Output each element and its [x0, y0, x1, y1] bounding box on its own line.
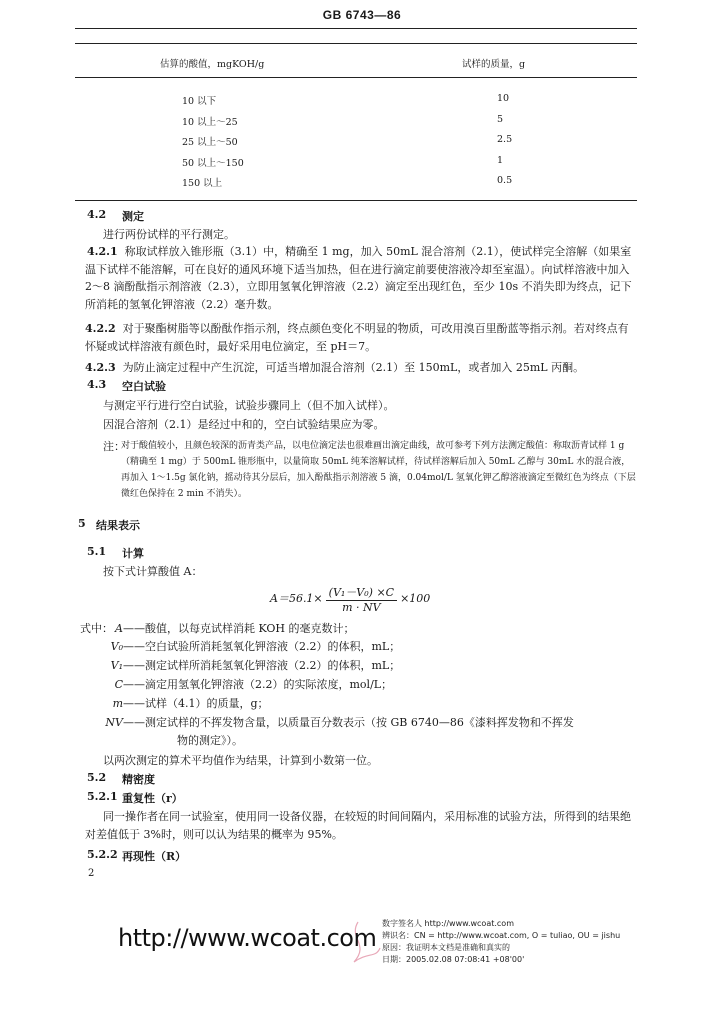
section-title: 精密度: [122, 773, 155, 786]
definition-symbol: V₀: [110, 640, 123, 653]
section-number: 5: [78, 517, 86, 530]
table-row-mass: 1: [497, 155, 504, 166]
signature-line: 原因：我证明本文档是准确和真实的: [382, 943, 510, 952]
paragraph: 以两次测定的算术平均值作为结果，计算到小数第一位。: [103, 754, 378, 767]
paragraph-4-2-1: [85, 243, 637, 313]
table-row-mass: 0.5: [497, 175, 513, 186]
table-row-range: 25 以上～50: [182, 137, 238, 148]
table-bottom-rule: [75, 200, 637, 201]
table-header-sample-mass: 试样的质量，g: [462, 59, 526, 70]
section-title: 测定: [122, 210, 144, 223]
section-number: 5.2.2: [87, 848, 118, 861]
definition-row: [83, 657, 400, 673]
clause-text: 为防止滴定过程中产生沉淀，可适当增加混合溶剂（2.1）至 150mL，或者加入 25mL 丙酮。: [122, 361, 585, 374]
standard-header: GB 6743—86: [322, 8, 402, 22]
paragraph-4-2-3: [85, 359, 637, 377]
table-header-rule: [75, 77, 637, 78]
definition-text: ——滴定用氢氧化钾溶液（2.2）的实际浓度，mol/L；: [123, 678, 393, 691]
where-label: 式中：: [80, 622, 113, 635]
formula-rhs: ×100: [400, 592, 431, 605]
page-number: 2: [88, 868, 95, 879]
table-row-range: 10 以下: [182, 96, 217, 107]
table-row-mass: 5: [497, 114, 504, 125]
definition-text: ——测定试样的不挥发物含量，以质量百分数表示（按 GB 6740—86《漆料挥发物和不挥发: [123, 716, 574, 729]
definition-symbol: NV: [105, 716, 123, 729]
definition-symbol: V₁: [110, 659, 123, 672]
formula-denominator: m · NV: [342, 601, 381, 614]
paragraph-4-2-2: [85, 320, 637, 355]
definition-text: ——测定试样所消耗氢氧化钾溶液（2.2）的体积，mL；: [123, 659, 401, 672]
formula-fraction: [326, 584, 397, 614]
section-title: 计算: [122, 547, 144, 560]
clause-text: 对于聚酯树脂等以酚酞作指示剂，终点颜色变化不明显的物质，可改用溴百里酚蓝等指示剂。若对终点有怀疑或试样溶液有颜色时，最好采用电位滴定，至 pH＝7。: [85, 322, 629, 353]
definition-symbol: A: [115, 622, 123, 635]
definition-text: ——空白试验所消耗氢氧化钾溶液（2.2）的体积，mL；: [123, 640, 401, 653]
section-title: 再现性（R）: [122, 850, 187, 863]
section-number: 5.2.1: [87, 790, 118, 803]
footer-url[interactable]: http://www.wcoat.com: [118, 924, 377, 952]
paragraph: 与测定平行进行空白试验，试验步骤同上（但不加入试样）。: [103, 399, 395, 412]
definition-symbol: m: [112, 697, 123, 710]
section-number: 5.1: [87, 545, 107, 558]
section-title: 结果表示: [96, 519, 140, 532]
definition-row: [83, 638, 400, 654]
table-row-mass: 10: [497, 93, 510, 104]
definition-symbol: C: [114, 678, 123, 691]
section-number: 4.3: [87, 378, 107, 391]
definition-row: [83, 714, 574, 730]
signature-line: 日期：2005.02.08 07:08:41 +08'00': [382, 955, 525, 964]
clause-number: 4.2.3: [85, 361, 116, 374]
header-rule: [75, 28, 637, 29]
signature-line: 辨识名：CN = http://www.wcoat.com, O = tuliao, OU = jishu: [382, 931, 621, 940]
paragraph: 进行两份试样的平行测定。: [103, 228, 235, 241]
paragraph: 按下式计算酸值 A：: [103, 565, 203, 578]
definition-continuation: 物的测定》）。: [177, 734, 243, 747]
table-row-range: 150 以上: [182, 178, 223, 189]
signature-line: 数字签名人 http://www.wcoat.com: [382, 919, 514, 928]
definition-row: [83, 676, 392, 692]
clause-number: 4.2.2: [85, 322, 116, 335]
table-row-range: 10 以上～25: [182, 117, 238, 128]
formula-lhs: A＝56.1×: [270, 592, 323, 605]
table-row-range: 50 以上～150: [182, 158, 244, 169]
table-top-rule: [75, 43, 637, 44]
table-row-mass: 2.5: [497, 134, 513, 145]
section-title: 空白试验: [122, 380, 166, 393]
formula-numerator: (V₁－V₀) ×C: [326, 584, 397, 601]
section-number: 5.2: [87, 771, 107, 784]
section-title: 重复性（r）: [122, 792, 183, 805]
definition-text: ——试样（4.1）的质量，g；: [123, 697, 269, 710]
definition-row: [83, 695, 269, 711]
note-text: 对于酸值较小，且颜色较深的沥青类产品，以电位滴定法也很难画出滴定曲线，故可参考下列方法测定酸值：称取沥青试样 1 g（精确至 1 mg）于 500mL 锥形瓶中，以量筒取 50mL 纯苯溶解试样，待试样溶解后加入 50mL 乙醇与 30mL 水的混合液，再加入 1～1.5g 氯化钠，摇动待其分层后，加入酚酞指示剂溶液 5 滴，0.04mol/L 氢氧化钾乙醇溶液滴定至微红色为终点（下层微红色保持在 2 min 不消失）。: [121, 441, 636, 499]
acid-value-formula: [270, 584, 430, 614]
definition-text: ——酸值，以每克试样消耗 KOH 的毫克数计；: [123, 622, 355, 635]
paragraph: 同一操作者在同一试验室，使用同一设备仪器，在较短的时间间隔内，采用标准的试验方法，所得到的结果绝对差值低于 3%时，则可以认为结果的概率为 95%。: [85, 810, 631, 841]
definition-row: [83, 620, 355, 636]
note-label: 注：: [103, 440, 125, 453]
clause-number: 4.2.1: [87, 245, 118, 258]
section-number: 4.2: [87, 208, 107, 221]
clause-text: 称取试样放入锥形瓶（3.1）中，精确至 1 mg，加入 50mL 混合溶剂（2.1），使试样完全溶解（如果室温下试样不能溶解，可在良好的通风环境下适当加热，但在进行滴定前要使溶液冷却至室温）。向试样溶液中加入 2～8 滴酚酞指示剂溶液（2.3），立即用氢氧化钾溶液（2.2）滴定至出现红色，至少 10s 不消失即为终点，记下所消耗的氢氧化钾溶液（2.2）毫升数。: [85, 245, 632, 311]
paragraph: 因混合溶剂（2.1）是经过中和的，空白试验结果应为零。: [103, 418, 385, 431]
table-header-acid-value: 估算的酸值，mgKOH/g: [160, 59, 265, 70]
